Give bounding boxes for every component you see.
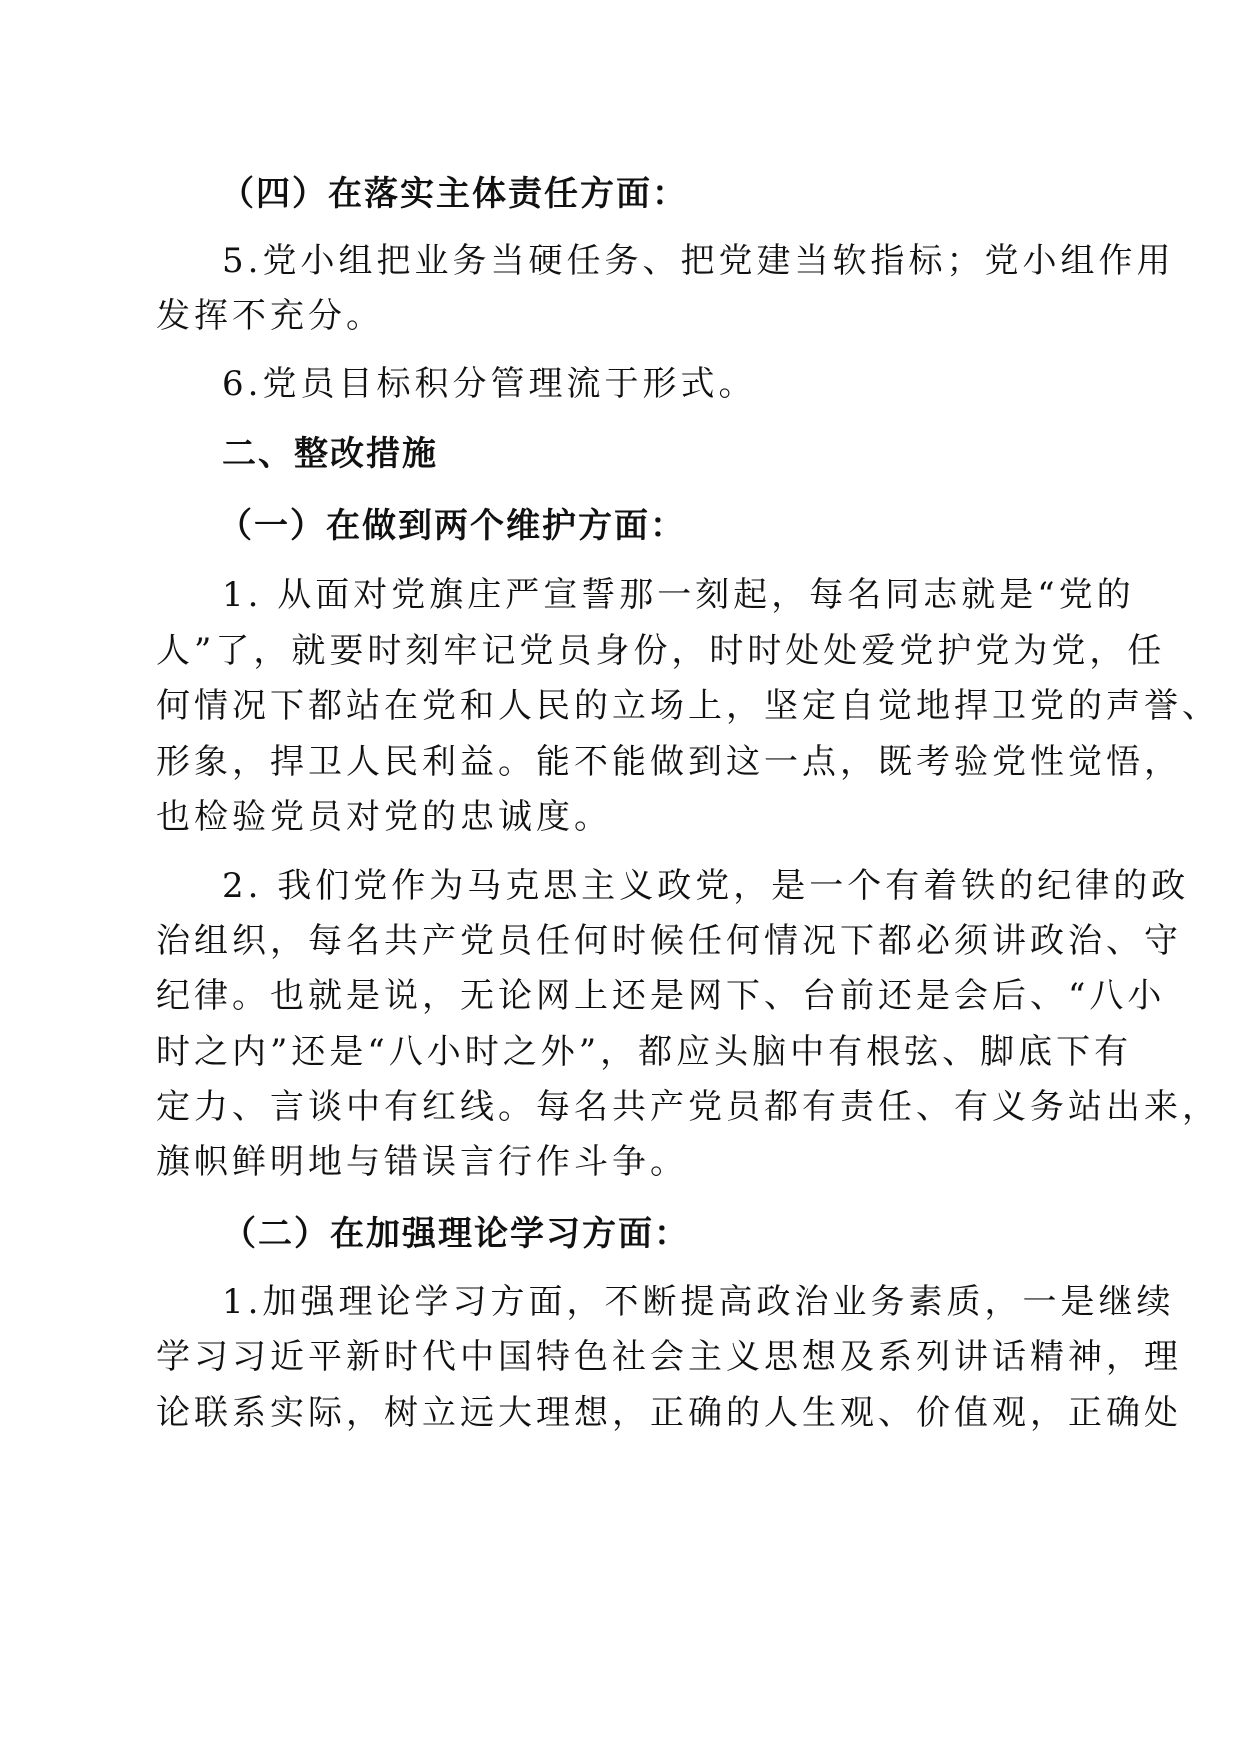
paragraph-line: 何情况下都站在党和人民的立场上，坚定自觉地捍卫党的声誉、 — [156, 686, 1220, 726]
subsection-heading-2: （二）在加强理论学习方面： — [222, 1214, 690, 1254]
paragraph-line: 1. 从面对党旗庄严宣誓那一刻起，每名同志就是“党的 — [222, 575, 1135, 615]
paragraph-line: 旗帜鲜明地与错误言行作斗争。 — [156, 1142, 688, 1182]
section-heading-4: （四）在落实主体责任方面： — [220, 174, 688, 214]
paragraph-line: 2. 我们党作为马克思主义政党，是一个有着铁的纪律的政 — [222, 866, 1190, 906]
paragraph-line: 形象，捍卫人民利益。能不能做到这一点，既考验党性觉悟， — [156, 742, 1182, 782]
paragraph-line: 论联系实际，树立远大理想，正确的人生观、价值观，正确处 — [156, 1393, 1182, 1433]
paragraph-line: 学习习近平新时代中国特色社会主义思想及系列讲话精神，理 — [156, 1337, 1182, 1377]
paragraph-line: 人”了，就要时刻牢记党员身份，时时处处爱党护党为党，任 — [156, 631, 1166, 671]
paragraph-line: 也检验党员对党的忠诚度。 — [156, 797, 612, 837]
paragraph-line: 治组织，每名共产党员任何时候任何情况下都必须讲政治、守 — [156, 921, 1182, 961]
paragraph-line: 5.党小组把业务当硬任务、把党建当软指标；党小组作用 — [222, 241, 1175, 281]
paragraph-line: 发挥不充分。 — [156, 296, 384, 336]
part-heading-2: 二、整改措施 — [222, 434, 438, 474]
paragraph-line: 定力、言谈中有红线。每名共产党员都有责任、有义务站出来， — [156, 1087, 1220, 1127]
subsection-heading-1: （一）在做到两个维护方面： — [218, 506, 686, 546]
paragraph-line: 时之内”还是“八小时之外”，都应头脑中有根弦、脚底下有 — [156, 1032, 1133, 1072]
paragraph-line: 1.加强理论学习方面，不断提高政治业务素质，一是继续 — [222, 1282, 1175, 1322]
paragraph-line: 6.党员目标积分管理流于形式。 — [222, 364, 757, 404]
paragraph-line: 纪律。也就是说，无论网上还是网下、台前还是会后、“八小 — [156, 976, 1166, 1016]
